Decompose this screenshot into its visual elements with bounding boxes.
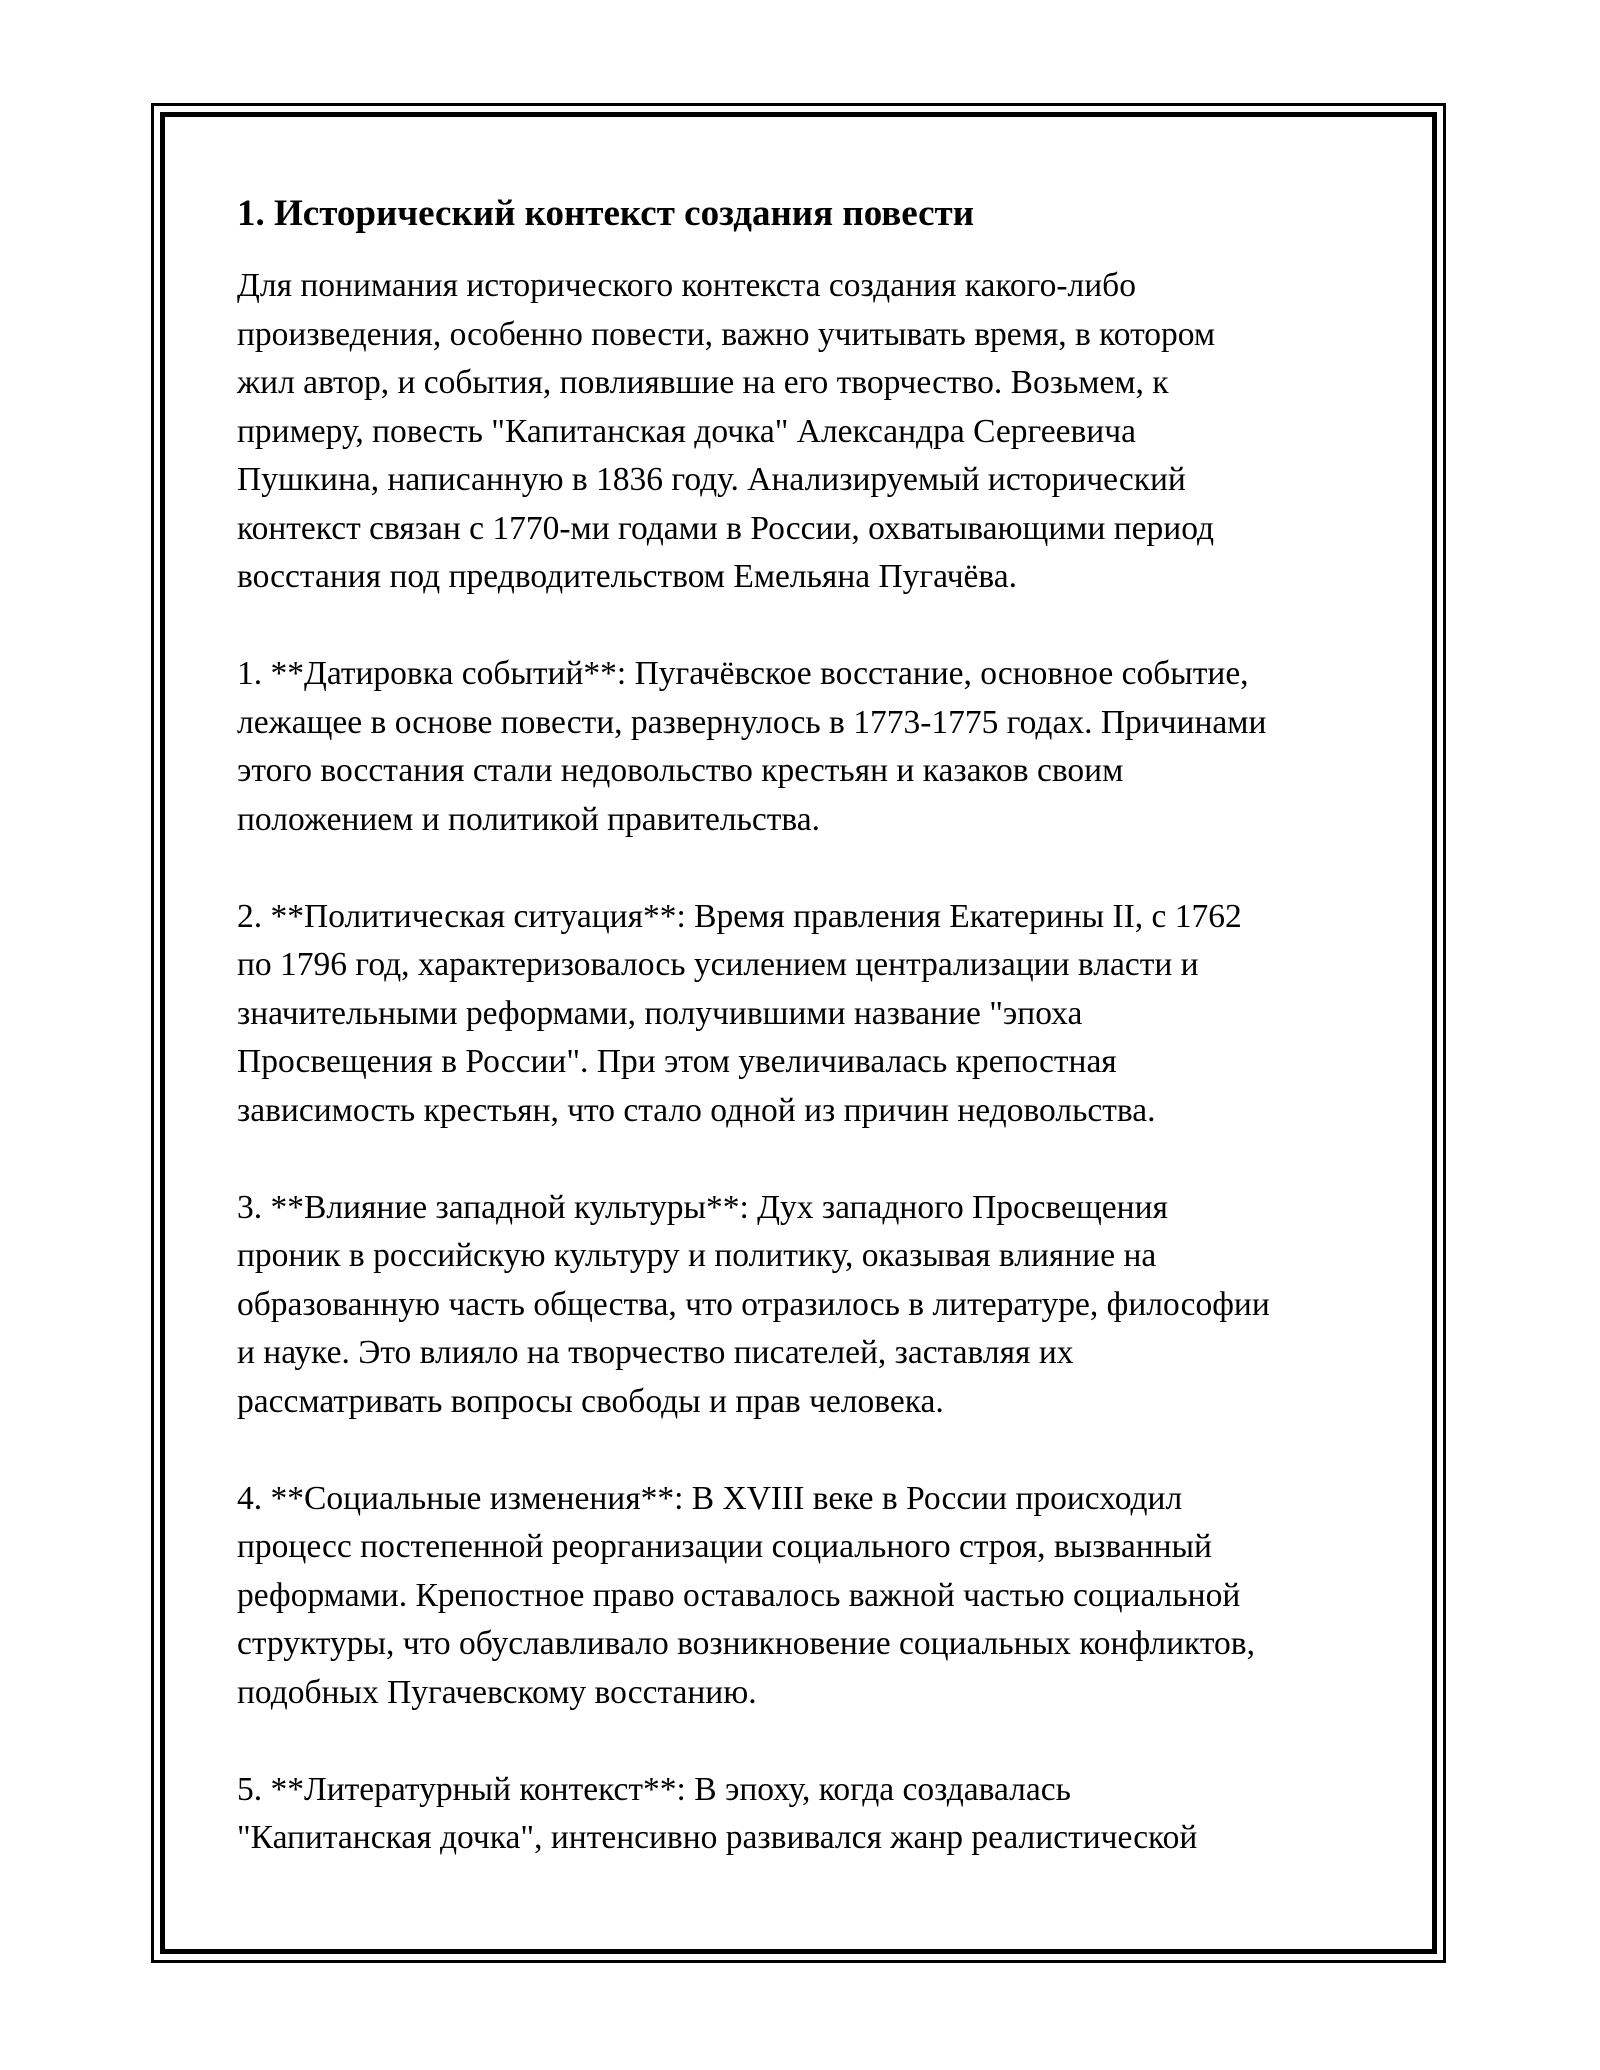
text-line: Пушкина, написанную в 1836 году. Анализируемый исторический [237,461,1186,498]
text-line: проник в российскую культуру и политику, оказывая влияние на [237,1237,1157,1274]
text-line: процесс постепенной реорганизации социального строя, вызванный [237,1528,1212,1565]
paragraph-gap [237,1717,1382,1766]
text-line: значительными реформами, получившими название "эпоха [237,994,1083,1032]
paragraph-list [237,262,1382,1863]
text-line: контекст связан с 1770-ми годами в России, охватывающими период [237,509,1215,547]
list-item-paragraph [237,1766,1382,1863]
text-line: этого восстания стали недовольство крестьян и казаков своим [237,752,1124,789]
text-line: 4. **Социальные изменения**: В XVIII веке в России происходил [237,1479,1183,1517]
text-line: образованную часть общества, что отразилось в литературе, философии [237,1285,1270,1323]
text-line: 3. **Влияние западной культуры**: Дух западного Просвещения [237,1188,1168,1226]
text-line: и науке. Это влияло на творчество писателей, заставляя их [237,1334,1074,1371]
text-line: произведения, особенно повести, важно учитывать время, в котором [237,315,1216,353]
text-line: реформами. Крепостное право оставалось важной частью социальной [237,1576,1241,1614]
text-line: лежащее в основе повести, развернулось в 1773-1775 годах. Причинами [237,703,1267,741]
paragraph-gap [237,1135,1382,1184]
text-line: 2. **Политическая ситуация**: Время правления Екатерины II, с 1762 [237,897,1242,935]
list-item-paragraph [237,650,1382,844]
text-line: подобных Пугачевскому восстанию. [237,1673,757,1711]
text-line: по 1796 год, характеризовалось усилением централизации власти и [237,946,1199,983]
text-line: структуры, что обуславливало возникновение социальных конфликтов, [237,1625,1255,1662]
intro-paragraph [237,262,1382,602]
text-line: примеру, повесть "Капитанская дочка" Александра Сергеевича [237,412,1136,450]
list-item-paragraph [237,893,1382,1136]
list-item-paragraph [237,1475,1382,1718]
text-line: Просвещения в России". При этом увеличивалась крепостная [237,1043,1117,1080]
text-line: жил автор, и события, повлиявшие на его творчество. Возьмем, к [237,364,1169,401]
text-line: положением и политикой правительства. [237,800,821,838]
text-line: "Капитанская дочка", интенсивно развивался жанр реалистической [237,1819,1198,1856]
paragraph-gap [237,602,1382,651]
document-body [237,190,1382,1863]
list-item-paragraph [237,1184,1382,1427]
paragraph-gap [237,1426,1382,1475]
text-line: восстания под предводительством Емельяна Пугачёва. [237,558,1018,595]
text-line: Для понимания исторического контекста создания какого-либо [237,267,1136,304]
section-heading: 1. Исторический контекст создания повести [237,193,975,234]
text-line: зависимость крестьян, что стало одной из причин недовольства. [237,1091,1156,1129]
paragraph-gap [237,844,1382,893]
text-line: 1. **Датировка событий**: Пугачёвское восстание, основное событие, [237,655,1249,692]
text-line: рассматривать вопросы свободы и прав человека. [237,1382,944,1420]
text-line: 5. **Литературный контекст**: В эпоху, когда создавалась [237,1770,1071,1808]
